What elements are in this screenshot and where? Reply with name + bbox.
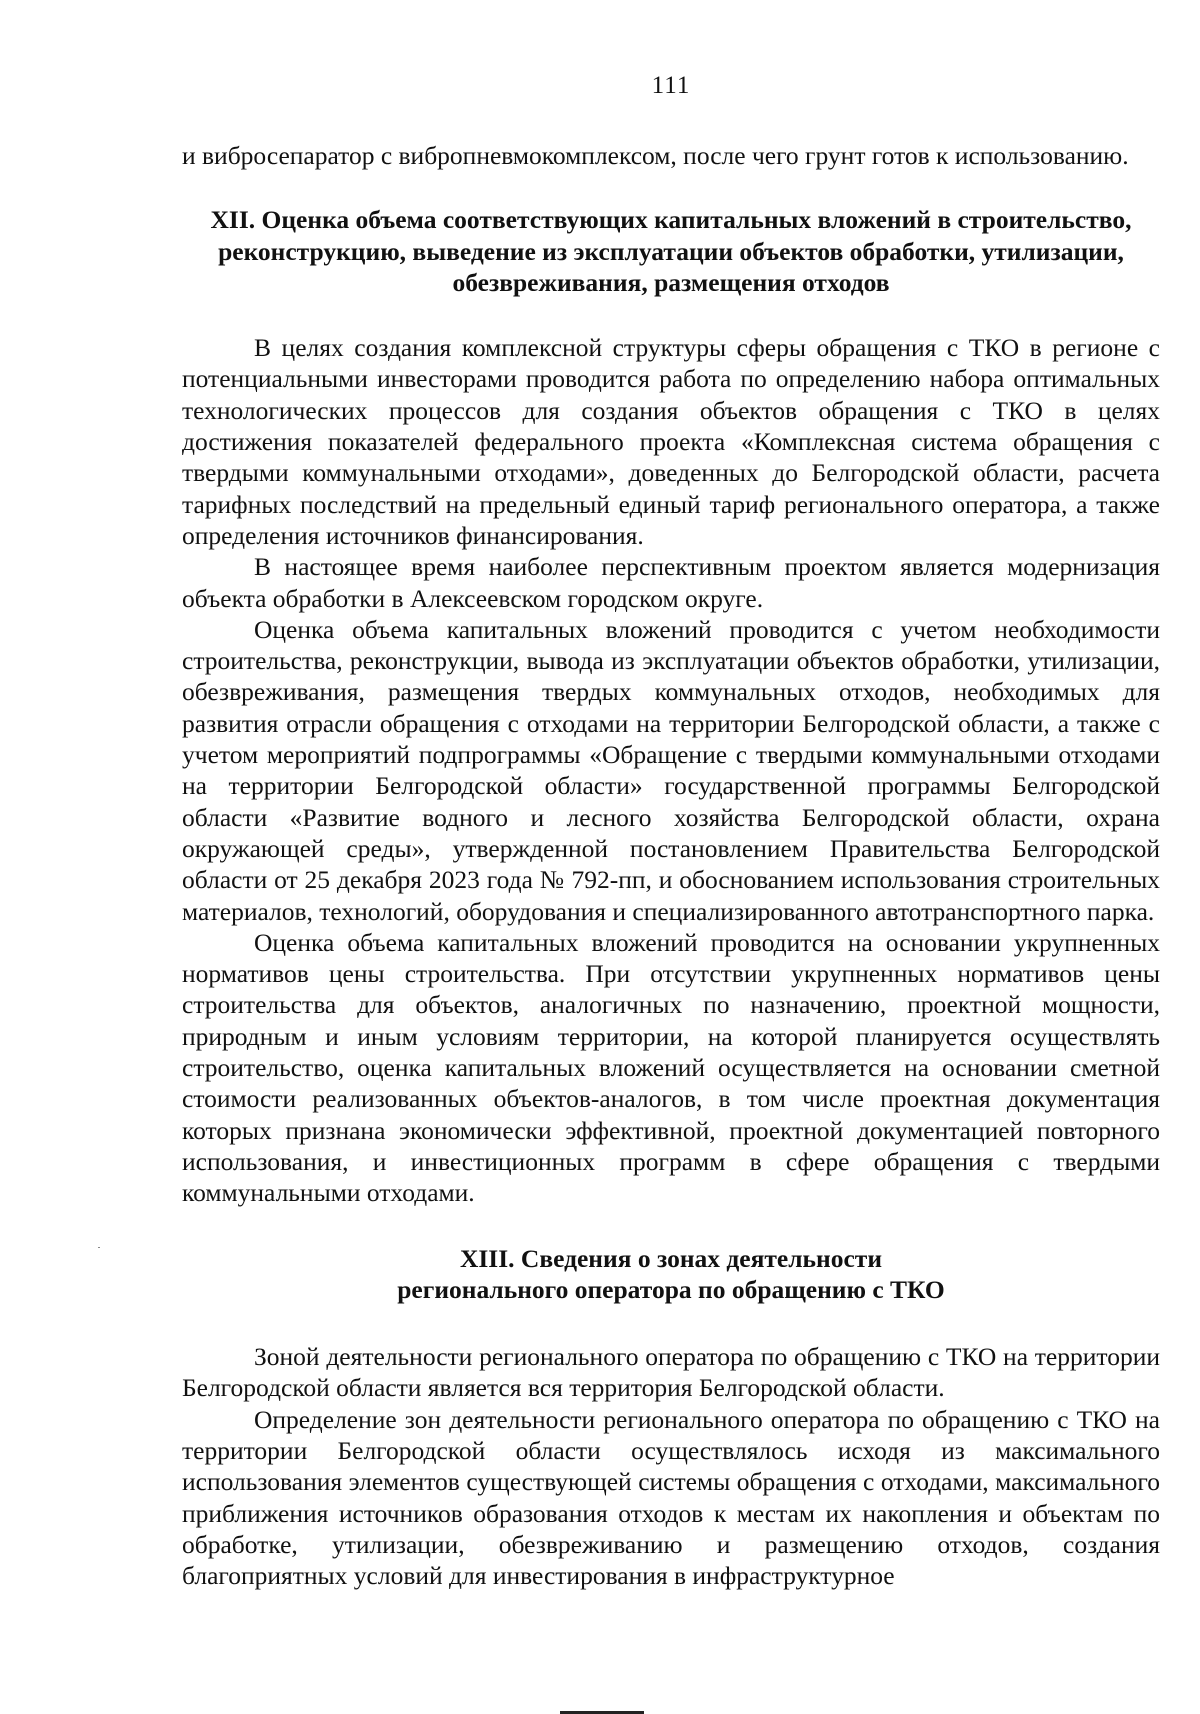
section-12-heading-line-1: XII. Оценка объема соответствующих капитальных вложений в строительство, (210, 205, 1132, 235)
section-12-heading-line-2: реконструкцию, выведение из эксплуатации объектов обработки, утилизации, (218, 236, 1124, 266)
section-13-heading-line-1: XIII. Сведения о зонах деятельности (459, 1243, 883, 1273)
section-12-paragraph-3: Оценка объема капитальных вложений проводится с учетом необходимости строительства, реконструкции, вывода из эксплуатации объектов обработки, утилизации, обезвреживания, размещения твердых коммунальных отходов, необходимых для развития отрасли обращения с отходами на территории Белгородской области, а также с учетом мероприятий подпрограммы «Обращение с твердыми коммунальными отходами на территории Белгородской области» государственной программы Белгородской области «Развитие водного и лесного хозяйства Белгородской области, охрана окружающей среды», утвержденной постановлением Правительства Белгородской области от 25 декабря 2023 года № 792-пп, и обоснованием использования строительных материалов, технологий, оборудования и специализированного автотранспортного парка. (182, 614, 1160, 926)
section-12-paragraph-2: В настоящее время наиболее перспективным проектом является модернизация объекта обработки в Алексеевском городском округе. (182, 552, 1160, 613)
section-13-heading-line-2: регионального оператора по обращению с ТКО (397, 1274, 945, 1304)
section-12-heading-line-3: обезвреживания, размещения отходов (452, 267, 890, 297)
section-12-heading (182, 204, 1160, 298)
scan-margin-mark (98, 1247, 100, 1248)
section-13-heading (182, 1243, 1160, 1306)
section-12-paragraph-4: Оценка объема капитальных вложений проводится на основании укрупненных нормативов цены строительства. При отсутствии укрупненных нормативов цены строительства для объектов, аналогичных по назначению, проектной мощности, природным и иным условиям территории, на которой планируется осуществлять строительство, оценка капитальных вложений осуществляется на основании сметной стоимости реализованных объектов-аналогов, в том числе проектная документация которых признана экономически эффективной, проектной документацией повторного использования, и инвестиционных программ в сфере обращения с твердыми коммунальными отходами. (182, 927, 1160, 1208)
intro-paragraph: и вибросепаратор с вибропневмокомплексом, после чего грунт готов к использованию. (182, 141, 1129, 170)
section-12-paragraph-1: В целях создания комплексной структуры сферы обращения с ТКО в регионе с потенциальными инвесторами проводится работа по определению набора оптимальных технологических процессов для создания объектов обращения с ТКО в целях достижения показателей федерального проекта «Комплексная система обращения с твердыми коммунальными отходами», доведенных до Белгородской области, расчета тарифных последствий на предельный единый тариф регионального оператора, а также определения источников финансирования. (182, 333, 1160, 550)
section-13-paragraph-2: Определение зон деятельности регионального оператора по обращению с ТКО на территории Белгородской области осуществлялось исходя из максимального использования элементов существующей системы обращения с отходами, максимального приближения источников образования отходов к местам их накопления и объектам по обработке, утилизации, обезвреживанию и размещению отходов, создания благоприятных условий для инвестирования в инфраструктурное (182, 1404, 1160, 1591)
page-number: 111 (651, 72, 691, 99)
document-body (182, 140, 1160, 1591)
section-13-paragraph-1: Зоной деятельности регионального оператора по обращению с ТКО на территории Белгородской области является вся территория Белгородской области. (182, 1342, 1160, 1403)
